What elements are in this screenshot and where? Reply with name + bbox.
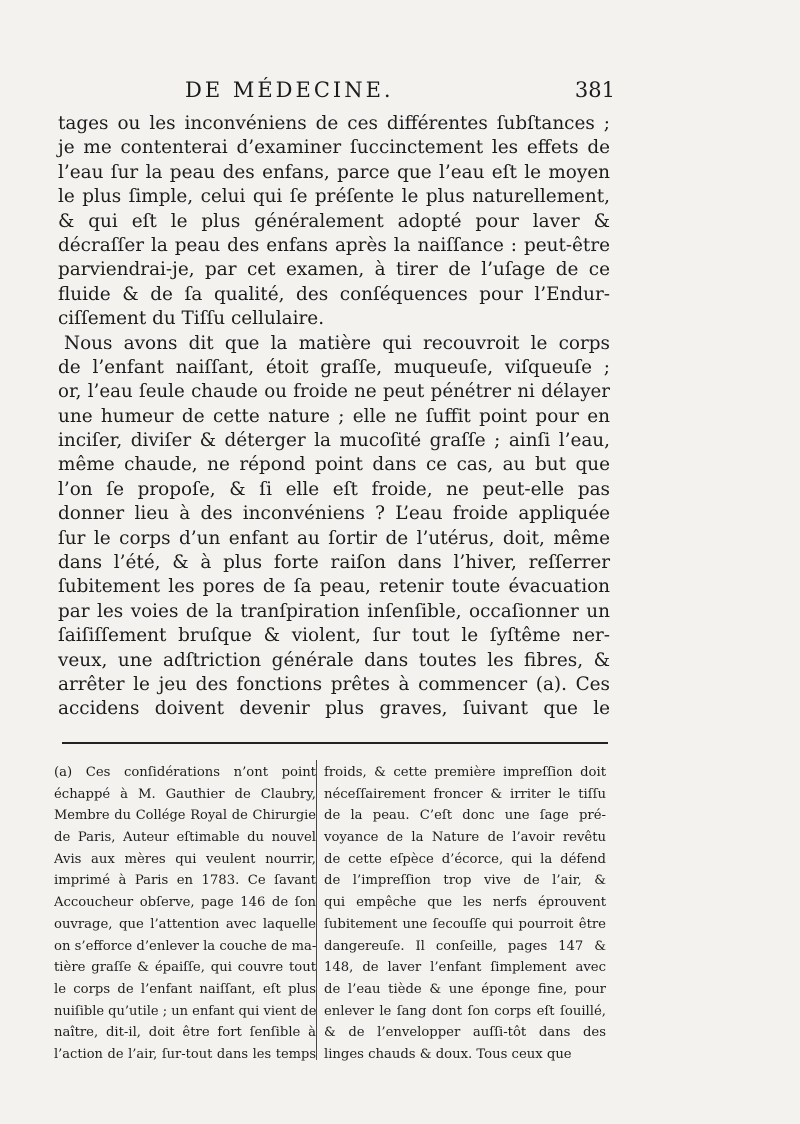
footnote-line: néceſſairement froncer & irriter le tiſſu (324, 786, 606, 802)
footnote-line: ouvrage, que l’attention avec laquelle (54, 916, 316, 932)
text-line: l’eau ſur la peau des enfans, parce que l’eau eſt le moyen (58, 161, 610, 183)
running-head: DE MÉDECINE. (185, 78, 394, 102)
footnote-line: dangereuſe. Il conſeille, pages 147 & (324, 938, 606, 954)
footnote-line: nuiſible qu’utile ; un enfant qui vient de (54, 1003, 317, 1019)
footnote-line: de Paris, Auteur eſtimable du nouvel (54, 830, 316, 846)
footnote-line: de l’impreſſion trop vive de l’air, & (324, 873, 606, 889)
footnote-line: qui empêche que les nerfs éprouvent (324, 895, 606, 911)
text-line: ciſſement du Tiſſu cellulaire. (58, 308, 325, 330)
text-line: Nous avons dit que la matière qui recouvroit le corps (64, 332, 610, 354)
footnote-left-column (54, 762, 316, 1066)
footnote-line: voyance de la Nature de l’avoir revêtu (324, 830, 606, 846)
text-line: je me contenterai d’examiner ſuccinctement les effets de (58, 137, 610, 159)
page-header (185, 78, 615, 110)
footnote-line: & de l’envelopper auſſi-tôt dans des (324, 1025, 606, 1041)
footnote-line: naître, dit-il, doit être fort ſenſible à (54, 1025, 316, 1041)
footnote-line: 148, de laver l’enfant ſimplement avec (324, 960, 606, 976)
footnote-line: imprimé à Paris en 1783. Ce ſavant (54, 873, 316, 889)
text-line: l’on ſe propoſe, & ſi elle eſt froide, ne peut-elle pas (58, 478, 610, 500)
footnote-line: enlever le ſang dont ſon corps eſt ſouillé, (324, 1003, 606, 1019)
text-line: une humeur de cette nature ; elle ne ſuffit point pour en (58, 405, 610, 427)
text-line: ſur le corps d’un enfant au ſortir de l’utérus, doit, même (58, 527, 610, 549)
text-line: veux, une adſtriction générale dans toutes les fibres, & (58, 649, 610, 671)
text-line: dans l’été, & à plus forte raiſon dans l’hiver, reſſerrer (58, 552, 610, 574)
text-line: décraſſer la peau des enfans après la naiſſance : peut-être (58, 234, 610, 256)
text-line: tages ou les inconvéniens de ces différentes ſubſtances ; (58, 113, 610, 134)
text-line: ſaiſiſſement bruſque & violent, ſur tout le ſyſtême ner- (58, 625, 610, 647)
footnote-line: tière graſſe & épaiſſe, qui couvre tout (54, 960, 316, 976)
text-line: donner lieu à des inconvéniens ? L’eau froide appliquée (58, 503, 610, 525)
main-text (58, 112, 610, 722)
footnote-line: on s’efforce d’enlever la couche de ma- (54, 938, 317, 954)
text-line: le plus ſimple, celui qui ſe préſente le plus naturellement, (58, 186, 610, 208)
footnote-line: Membre du Collége Royal de Chirurgie (54, 808, 316, 824)
footnote-line: Avis aux mères qui veulent nourrir, (54, 851, 316, 867)
text-line: fluide & de ſa qualité, des conſéquences pour l’Endur- (58, 283, 610, 305)
footnote-line: (a) Ces conſidérations n’ont point (54, 765, 316, 780)
footnote-column-divider (316, 760, 317, 1060)
footnote-line: Accoucheur obſerve, page 146 de ſon (54, 895, 316, 911)
footnote-line: ſubitement une ſecouſſe qui pourroit être (324, 916, 606, 932)
footnote-line: linges chauds & doux. Tous ceux que (324, 1046, 572, 1062)
text-line: même chaude, ne répond point dans ce cas, au but que (58, 454, 610, 476)
text-line: & qui eſt le plus généralement adopté pour laver & (58, 210, 610, 232)
footnote-line: de la peau. C’eſt donc une ſage pré- (324, 808, 606, 824)
footnote-line: de l’eau tiède & une éponge fine, pour (324, 981, 606, 997)
text-line: par les voies de la tranſpiration inſenſible, occaſionner un (58, 600, 610, 622)
footnote-rule (62, 742, 608, 744)
text-line: de l’enfant naiſſant, étoit graſſe, muqueuſe, viſqueuſe ; (58, 356, 610, 378)
footnote-line: froids, & cette première impreſſion doit (324, 765, 606, 780)
text-line: arrêter le jeu des fonctions prêtes à commencer (a). Ces (58, 673, 610, 695)
footnote-line: échappé à M. Gauthier de Claubry, (54, 786, 316, 802)
footnote-right-column (324, 762, 606, 1066)
footnote-line: l’action de l’air, ſur-tout dans les temps (54, 1046, 316, 1062)
text-line: inciſer, diviſer & déterger la mucoſité graſſe ; ainſi l’eau, (58, 430, 610, 452)
footnote-line: le corps de l’enfant naiſſant, eſt plus (54, 981, 316, 997)
text-line: ſubitement les pores de ſa peau, retenir toute évacuation (58, 576, 610, 598)
page-number: 381 (574, 78, 615, 102)
text-line: parviendrai-je, par cet examen, à tirer de l’uſage de ce (58, 259, 610, 281)
footnote-line: de cette eſpèce d’écorce, qui la défend (324, 851, 606, 867)
text-line: accidens doivent devenir plus graves, ſuivant que le (58, 698, 610, 720)
text-line: or, l’eau ſeule chaude ou froide ne peut pénétrer ni délayer (58, 381, 610, 403)
